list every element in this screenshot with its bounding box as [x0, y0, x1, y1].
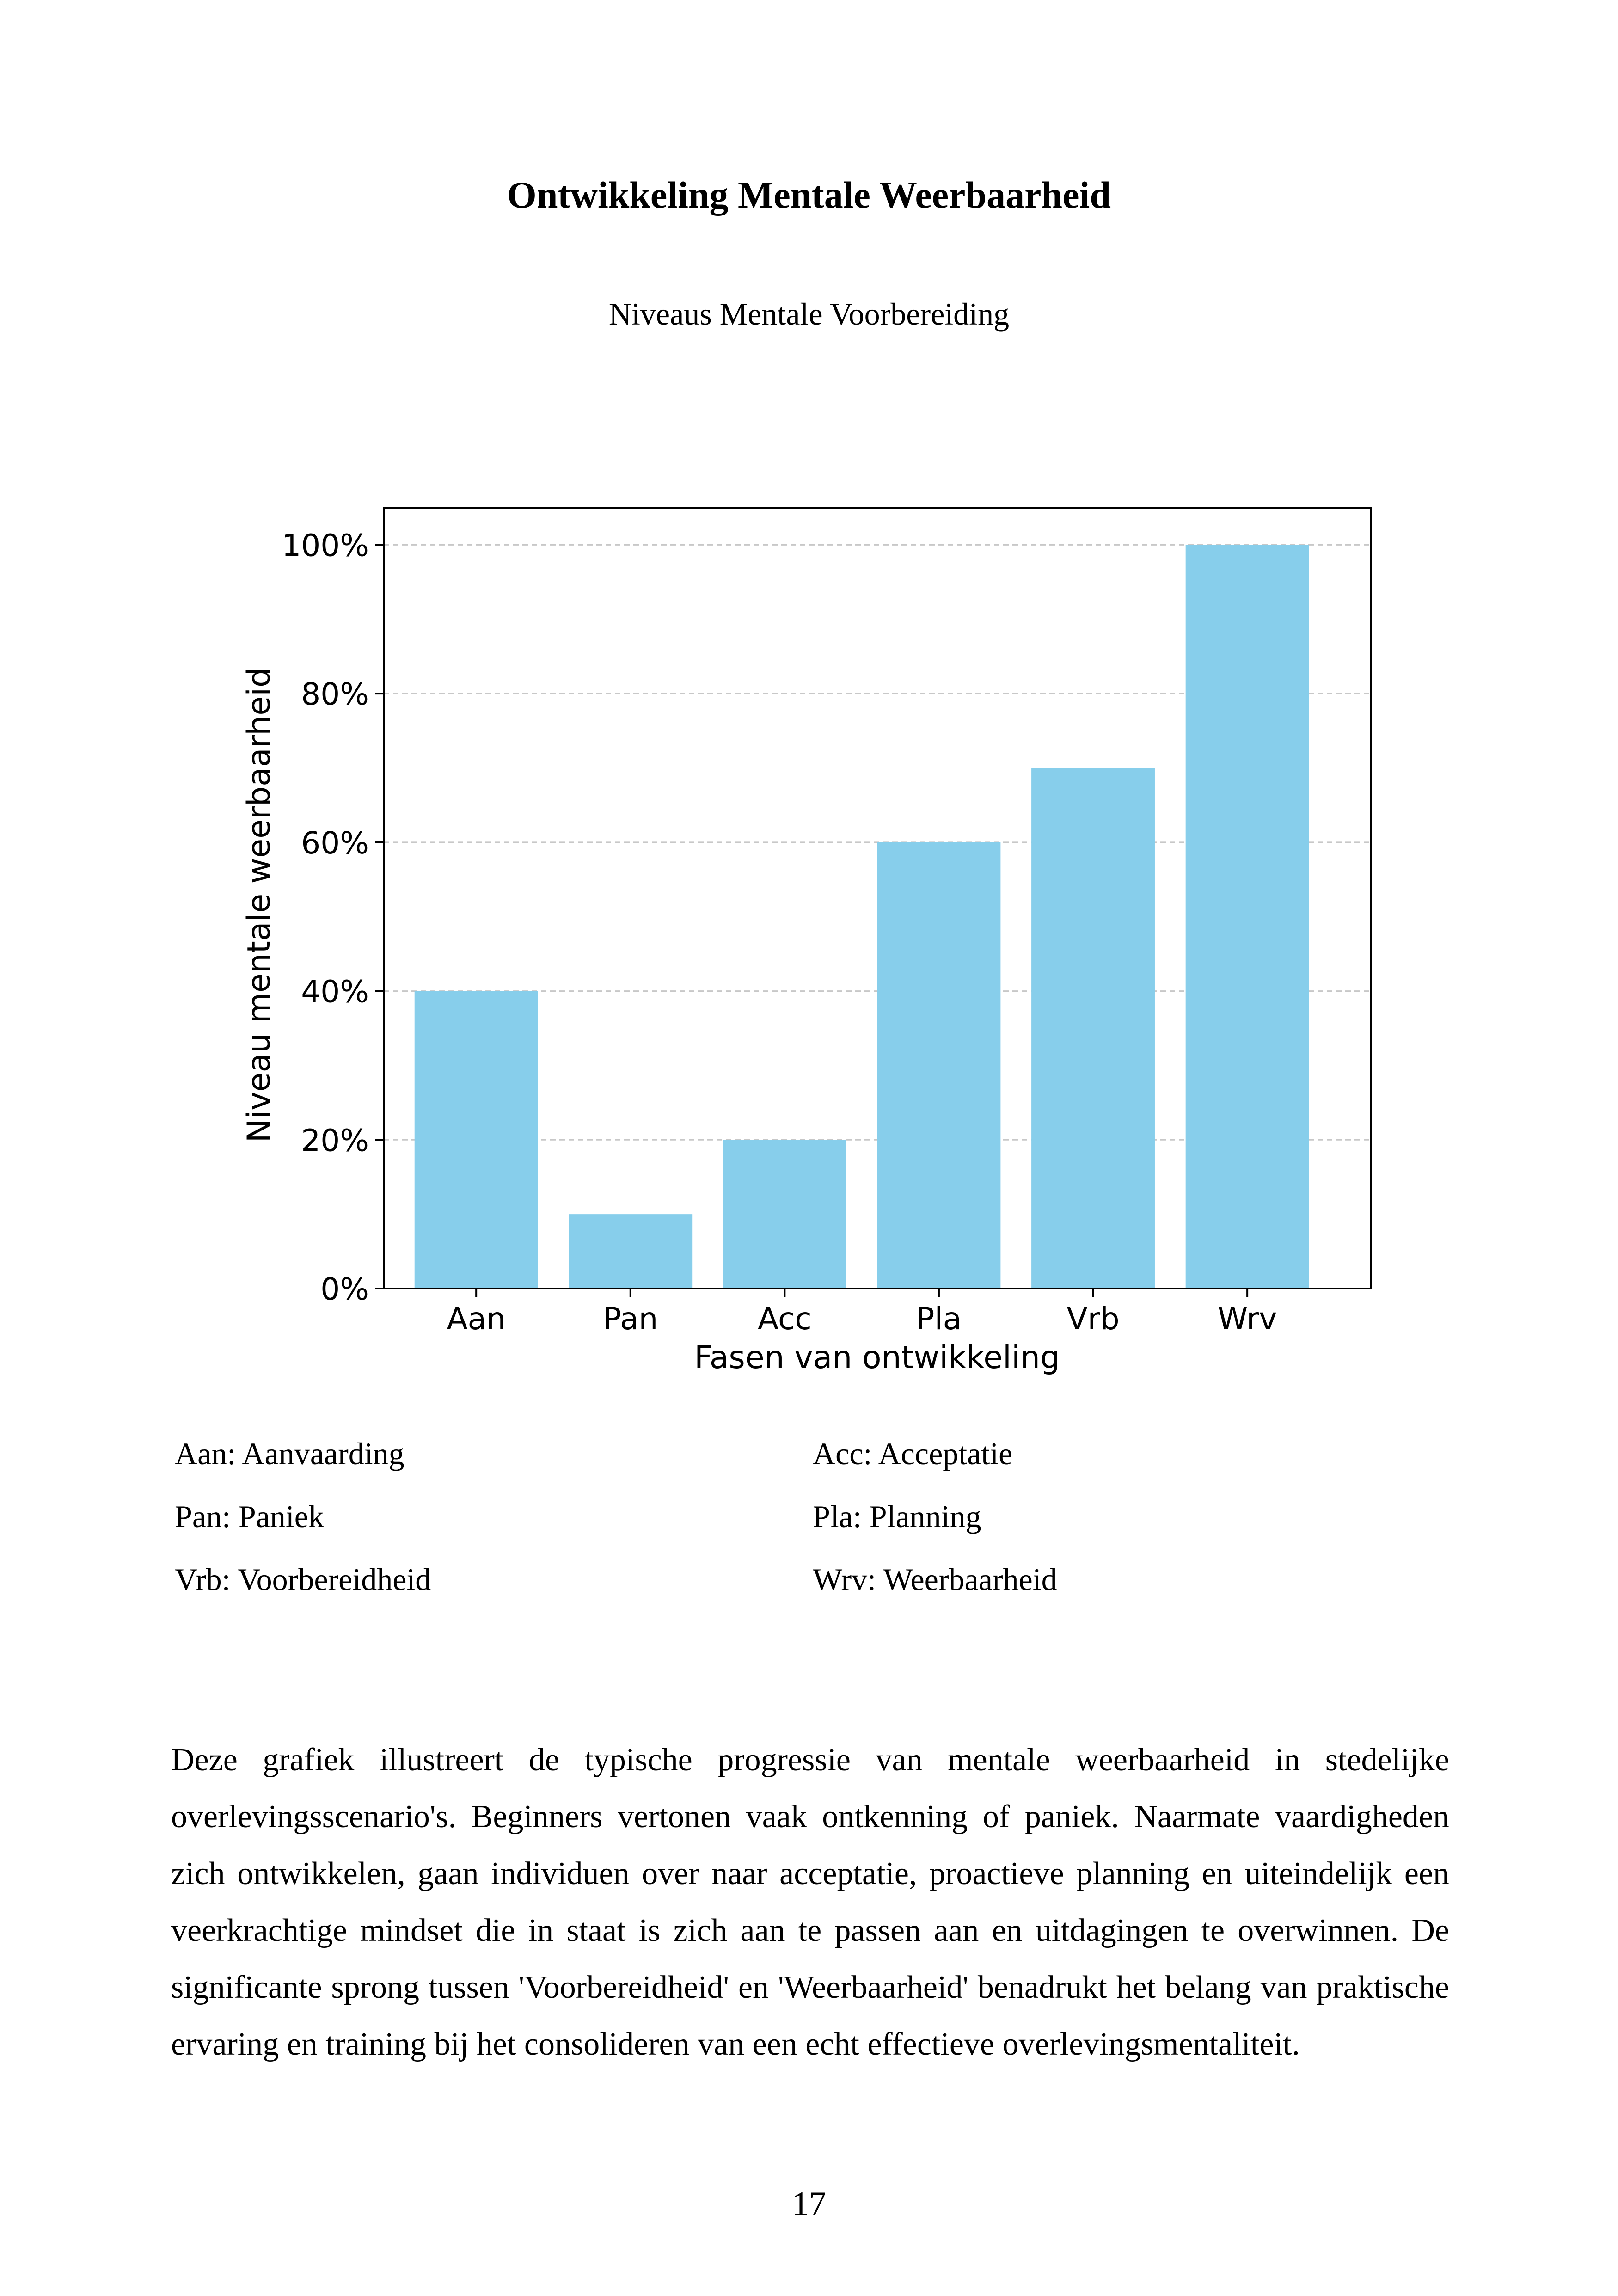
- legend-item: Vrb: Voorbereidheid: [175, 1562, 431, 1597]
- bar-wrv: [1186, 545, 1309, 1289]
- legend-item: Pan: Paniek: [175, 1499, 324, 1534]
- bar-vrb: [1031, 768, 1155, 1289]
- y-tick-label: 20%: [301, 1123, 369, 1159]
- page-number: 17: [792, 2185, 826, 2223]
- legend-item: Acc: Acceptatie: [813, 1436, 1013, 1471]
- page-title: Ontwikkeling Mentale Weerbaarheid: [507, 174, 1111, 216]
- y-axis-label: Niveau mentale weerbaarheid: [241, 667, 277, 1143]
- legend-item: Pla: Planning: [813, 1499, 981, 1534]
- bar-acc: [723, 1140, 846, 1289]
- y-tick-label: 40%: [301, 974, 369, 1010]
- bar-pla: [877, 842, 1001, 1289]
- y-tick-label: 60%: [301, 825, 369, 861]
- legend-item: Wrv: Weerbaarheid: [813, 1562, 1057, 1597]
- legend-left-column: [175, 1438, 431, 1627]
- x-tick-label: Pla: [916, 1301, 962, 1337]
- x-tick-label: Vrb: [1066, 1301, 1120, 1337]
- x-tick-label: Wrv: [1217, 1301, 1277, 1337]
- body-paragraph: Deze grafiek illustreert de typische progressie van mentale weerbaarheid in stedelijke overlevingsscenario's. Beginners vertonen vaak ontkenning of paniek. Naarmate vaardigheden zich ontwikkelen, gaan individuen over naar acceptatie, proactieve planning en uiteindelijk een veerkrachtige mindset die in staat is zich aan te passen aan en uitdagingen te overwinnen. De significante sprong tussen 'Voorbereidheid' en 'Weerbaarheid' benadrukt het belang van praktische ervaring en training bij het consolideren van een echt effectieve overlevingsmentaliteit.: [171, 1742, 1449, 2062]
- legend-right-column: [813, 1438, 1057, 1627]
- x-axis-label: Fasen van ontwikkeling: [694, 1339, 1060, 1376]
- chart-subtitle: Niveaus Mentale Voorbereiding: [608, 296, 1010, 332]
- bar-aan: [415, 991, 538, 1289]
- y-tick-label: 0%: [320, 1271, 369, 1307]
- x-tick-label: Acc: [758, 1301, 812, 1337]
- bars: [415, 545, 1309, 1289]
- y-tick-label: 80%: [301, 676, 369, 712]
- y-tick-label: 100%: [282, 528, 369, 564]
- x-tick-label: Pan: [603, 1301, 658, 1337]
- x-tick-label: Aan: [447, 1301, 506, 1337]
- bar-pan: [569, 1214, 692, 1289]
- legend-item: Aan: Aanvaarding: [175, 1436, 404, 1471]
